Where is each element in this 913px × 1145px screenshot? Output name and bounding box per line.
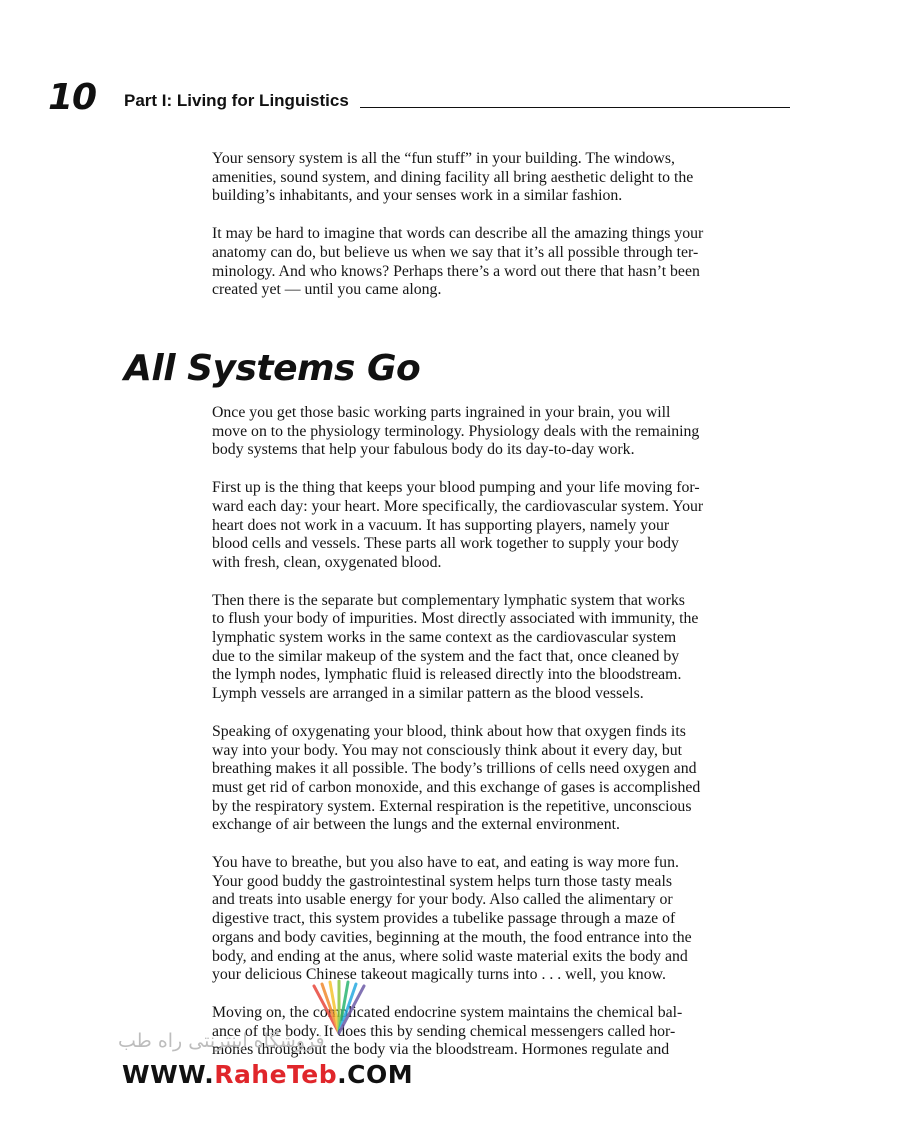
text-line: digestive tract, this system provides a tubelike passage through a maze of xyxy=(212,910,676,928)
text-line: Once you get those basic working parts ingrained in your brain, you will xyxy=(212,404,671,421)
text-line: your delicious Chinese takeout magically turns into . . . well, you know. xyxy=(212,966,666,984)
text-line: Speaking of oxygenating your blood, think about how that oxygen finds its xyxy=(212,722,686,740)
watermark-url-prefix: WWW. xyxy=(122,1060,215,1089)
text-line: Then there is the separate but complementary lymphatic system that works xyxy=(212,591,685,609)
text-line: anatomy can do, but believe us when we say that it’s all possible through ter- xyxy=(212,243,699,261)
paragraph xyxy=(212,404,792,460)
text-line: amenities, sound system, and dining facility all bring aesthetic delight to the xyxy=(212,168,694,186)
text-line: due to the similar makeup of the system and the fact that, once cleaned by xyxy=(212,647,680,665)
paragraph xyxy=(212,854,792,985)
paragraph xyxy=(212,592,792,704)
watermark-logo-icon xyxy=(294,978,384,1038)
text-line: by the respiratory system. External respiration is the repetitive, unconscious xyxy=(212,797,692,815)
text-line: building’s inhabitants, and your senses work in a similar fashion. xyxy=(212,187,623,205)
text-line: move on to the physiology terminology. Physiology deals with the remaining xyxy=(212,422,700,440)
text-line: lymphatic system works in the same context as the cardiovascular system xyxy=(212,629,677,647)
paragraph xyxy=(212,479,792,573)
section-title: All Systems Go xyxy=(124,348,421,389)
text-line: exchange of air between the lungs and the external environment. xyxy=(212,816,620,834)
text-line: mones throughout the body via the bloodstream. Hormones regulate and xyxy=(212,1041,670,1059)
section-body xyxy=(212,404,792,1060)
text-line: organs and body cavities, beginning at the mouth, the food entrance into the xyxy=(212,928,692,946)
intro-text xyxy=(212,150,792,300)
header-rule xyxy=(360,107,790,108)
text-line: minology. And who knows? Perhaps there’s a word out there that hasn’t been xyxy=(212,262,700,280)
text-line: to flush your body of impurities. Most directly associated with immunity, the xyxy=(212,610,699,628)
watermark-url-brand: RaheTeb xyxy=(214,1060,338,1089)
text-line: the lymph nodes, lymphatic fluid is released directly into the bloodstream. xyxy=(212,666,682,684)
text-line: body systems that help your fabulous body do its day-to-day work. xyxy=(212,441,635,459)
paragraph xyxy=(212,225,792,300)
watermark-persian-text: فروشگاه اینترنتی راه طب xyxy=(118,1030,325,1052)
text-line: It may be hard to imagine that words can describe all the amazing things your xyxy=(212,225,704,243)
text-line: must get rid of carbon monoxide, and this exchange of gases is accomplished xyxy=(212,778,701,796)
watermark-url-suffix: .COM xyxy=(337,1060,414,1089)
text-line: blood cells and vessels. These parts all work together to supply your body xyxy=(212,535,679,553)
text-line: breathing makes it all possible. The body’s trillions of cells need oxygen and xyxy=(212,760,697,778)
text-line: way into your body. You may not consciously think about it every day, but xyxy=(212,741,683,759)
paragraph xyxy=(212,723,792,835)
page-number: 10 xyxy=(48,77,97,118)
text-line: with fresh, clean, oxygenated blood. xyxy=(212,553,442,571)
watermark-url[interactable] xyxy=(122,1060,413,1089)
text-line: Moving on, the complicated endocrine system maintains the chemical bal- xyxy=(212,1003,683,1021)
text-line: body, and ending at the anus, where solid waste material exits the body and xyxy=(212,947,688,965)
text-line: ward each day: your heart. More specifically, the cardiovascular system. Your xyxy=(212,497,704,515)
text-line: ance of the body. It does this by sending chemical messengers called hor- xyxy=(212,1022,676,1040)
text-line: Your good buddy the gastrointestinal system helps turn those tasty meals xyxy=(212,872,672,890)
text-line: You have to breathe, but you also have to eat, and eating is way more fun. xyxy=(212,854,679,872)
running-head: Part I: Living for Linguistics xyxy=(124,91,349,110)
text-line: Lymph vessels are arranged in a similar pattern as the blood vessels. xyxy=(212,685,644,703)
text-line: heart does not work in a vacuum. It has supporting players, namely your xyxy=(212,516,670,534)
text-line: First up is the thing that keeps your blood pumping and your life moving for- xyxy=(212,479,700,497)
text-line: created yet — until you came along. xyxy=(212,281,442,299)
paragraph xyxy=(212,150,792,206)
text-line: and treats into usable energy for your body. Also called the alimentary or xyxy=(212,891,673,909)
text-line: Your sensory system is all the “fun stuff” in your building. The windows, xyxy=(212,150,675,167)
